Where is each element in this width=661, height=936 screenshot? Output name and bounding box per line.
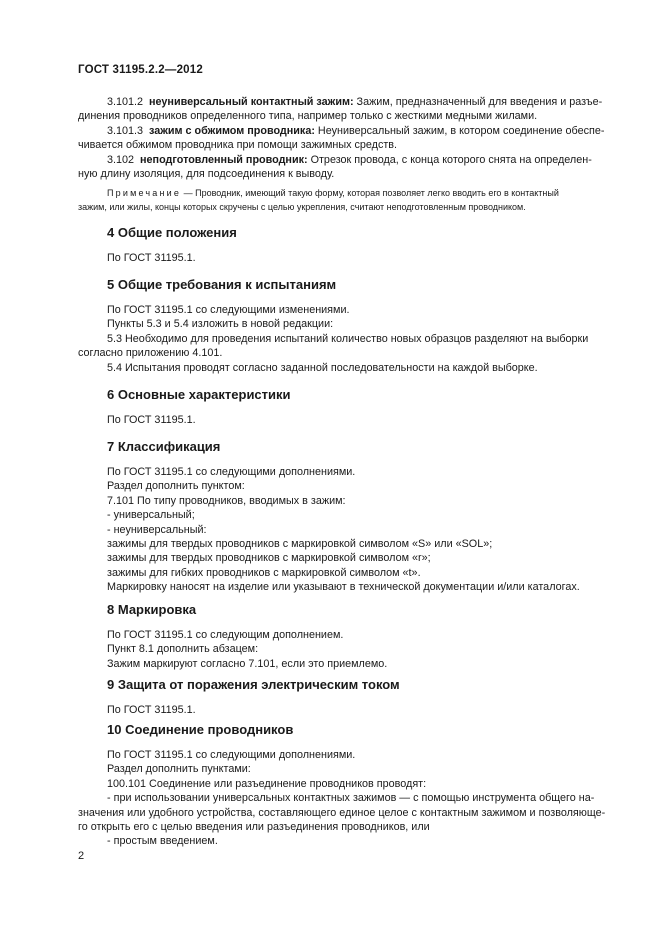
list-item: - простым введением. <box>107 835 218 848</box>
section-text: 7.101 По типу проводников, вводимых в зажим: <box>107 494 346 507</box>
note-text: — Проводник, имеющий такую форму, которая позволяет легко вводить его в контактный <box>181 188 559 199</box>
section-text: 5.3 Необходимо для проведения испытаний количество новых образцов разделяют на выборки <box>107 332 589 345</box>
section-heading: 7 Классификация <box>107 439 221 454</box>
definitions-block <box>78 95 614 214</box>
document-header: ГОСТ 31195.2.2—2012 <box>78 64 203 76</box>
section-text: 5.4 Испытания проводят согласно заданной последовательности на каждой выборке. <box>107 361 538 374</box>
section-text: Раздел дополнить пунктом: <box>107 480 245 493</box>
section-text: согласно приложению 4.101. <box>78 347 223 360</box>
section-8 <box>78 601 614 671</box>
section-text: По ГОСТ 31195.1 со следующим дополнением. <box>107 629 344 641</box>
definition-text: Неуниверсальный зажим, в котором соединение обеспе- <box>314 124 605 137</box>
section-text: По ГОСТ 31195.1. <box>107 704 196 716</box>
section-7 <box>78 438 614 595</box>
section-text: Пункты 5.3 и 5.4 изложить в новой редакции: <box>107 318 334 331</box>
section-heading: 10 Соединение проводников <box>107 722 294 737</box>
section-heading: 5 Общие требования к испытаниям <box>107 277 337 292</box>
definition-number: 3.101.2 <box>107 96 144 108</box>
section-9 <box>78 676 614 717</box>
section-text: Маркировку наносят на изделие или указывают в технической документации и/или каталогах. <box>107 581 580 594</box>
note-paragraph <box>78 187 614 201</box>
section-text: 100.101 Соединение или разъединение проводников проводят: <box>107 777 427 790</box>
section-text: По ГОСТ 31195.1 со следующими дополнениями. <box>107 466 356 478</box>
section-4 <box>78 224 614 265</box>
section-text: Зажим маркируют согласно 7.101, если это приемлемо. <box>107 657 388 670</box>
section-heading: 6 Основные характеристики <box>107 387 291 402</box>
section-text: зажимы для твердых проводников с маркировкой символом «S» или «SOL»; <box>107 538 493 551</box>
section-10 <box>78 721 614 849</box>
section-heading: 9 Защита от поражения электрическим током <box>107 677 400 692</box>
definition-continuation: динения проводников определенного типа, например только с жесткими медными жилами. <box>78 110 538 123</box>
definition-term: неуниверсальный контактный зажим: <box>149 96 354 108</box>
section-text: По ГОСТ 31195.1 со следующими дополнениями. <box>107 749 356 761</box>
note-label: Примечание <box>107 188 182 199</box>
section-5 <box>78 276 614 375</box>
definition-3-102 <box>78 153 614 167</box>
section-text: Раздел дополнить пунктами: <box>107 763 251 776</box>
definition-3-101-3 <box>78 124 614 138</box>
list-item-continuation: значения или удобного устройства, составляющего единое целое с контактным зажимом и позволяюще- <box>78 806 606 819</box>
definition-number: 3.102 <box>107 153 135 166</box>
definition-3-101-2 <box>78 95 614 109</box>
page-number: 2 <box>78 850 85 862</box>
definition-continuation: чивается обжимом проводника при помощи зажимных средств. <box>78 139 398 152</box>
list-item-continuation: го открыть его с целью введения или разъединения проводников, или <box>78 821 430 834</box>
section-text: По ГОСТ 31195.1. <box>107 414 196 426</box>
list-item: - при использовании универсальных контактных зажимов — с помощью инструмента общего на- <box>107 792 595 805</box>
section-text: Пункт 8.1 дополнить абзацем: <box>107 643 259 656</box>
note-continuation: зажим, или жилы, концы которых скручены с целью укрепления, считают неподготовленным проводником. <box>78 201 526 212</box>
definition-number: 3.101.3 <box>107 124 144 137</box>
definition-text: Зажим, предназначенный для введения и разъе- <box>353 96 603 108</box>
definition-text: Отрезок провода, с конца которого снята на определен- <box>307 153 592 166</box>
section-text: По ГОСТ 31195.1. <box>107 252 196 264</box>
section-heading: 4 Общие положения <box>107 225 237 240</box>
section-text: зажимы для твердых проводников с маркировкой символом «r»; <box>107 552 431 565</box>
list-item: - универсальный; <box>107 509 195 522</box>
definition-term: неподготовленный проводник: <box>140 153 308 166</box>
section-text: зажимы для гибких проводников с маркировкой символом «t». <box>107 566 421 579</box>
section-heading: 8 Маркировка <box>107 602 197 617</box>
definition-term: зажим с обжимом проводника: <box>149 124 315 137</box>
section-6 <box>78 386 614 427</box>
list-item: - неуниверсальный: <box>107 523 207 536</box>
definition-continuation: ную длину изоляция, для подсоединения к выводу. <box>78 168 335 181</box>
section-text: По ГОСТ 31195.1 со следующими изменениями. <box>107 304 350 316</box>
